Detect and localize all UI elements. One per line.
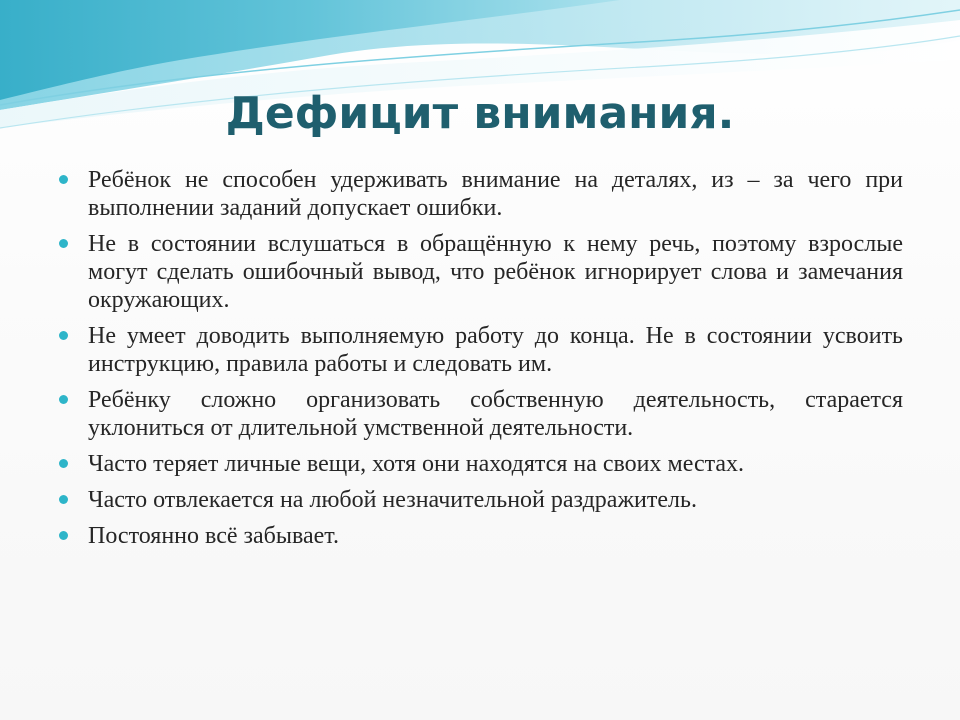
list-item xyxy=(58,230,903,314)
list-item xyxy=(58,166,903,222)
list-item-text: Постоянно всё забывает. xyxy=(88,523,339,549)
bullet-marker-icon xyxy=(59,331,68,340)
bullet-list xyxy=(58,166,903,558)
list-item xyxy=(58,386,903,442)
slide-title: Дефицит внимания. xyxy=(225,88,735,139)
list-item-text: Часто теряет личные вещи, хотя они находятся на своих местах. xyxy=(88,451,745,477)
list-item xyxy=(58,450,903,478)
bullet-marker-icon xyxy=(59,239,68,248)
list-item xyxy=(58,486,903,514)
list-item xyxy=(58,322,903,378)
list-item-text: Ребёнок не способен удерживать внимание на деталях, из – за чего при выполнении заданий допускает ошибки. xyxy=(88,167,903,221)
decorative-wave-header xyxy=(0,0,960,170)
list-item xyxy=(58,522,903,550)
bullet-marker-icon xyxy=(59,175,68,184)
bullet-marker-icon xyxy=(59,531,68,540)
bullet-marker-icon xyxy=(59,459,68,468)
list-item-text: Не умеет доводить выполняемую работу до конца. Не в состоянии усвоить инструкцию, правила работы и следовать им. xyxy=(88,323,903,377)
list-item-text: Ребёнку сложно организовать собственную деятельность, старается уклониться от длительной умственной деятельности. xyxy=(88,387,903,441)
bullet-marker-icon xyxy=(59,395,68,404)
bullet-marker-icon xyxy=(59,495,68,504)
list-item-text: Не в состоянии вслушаться в обращённую к нему речь, поэтому взрослые могут сделать ошибочный вывод, что ребёнок игнорирует слова и замечания окружающих. xyxy=(88,231,903,313)
list-item-text: Часто отвлекается на любой незначительной раздражитель. xyxy=(88,487,697,513)
